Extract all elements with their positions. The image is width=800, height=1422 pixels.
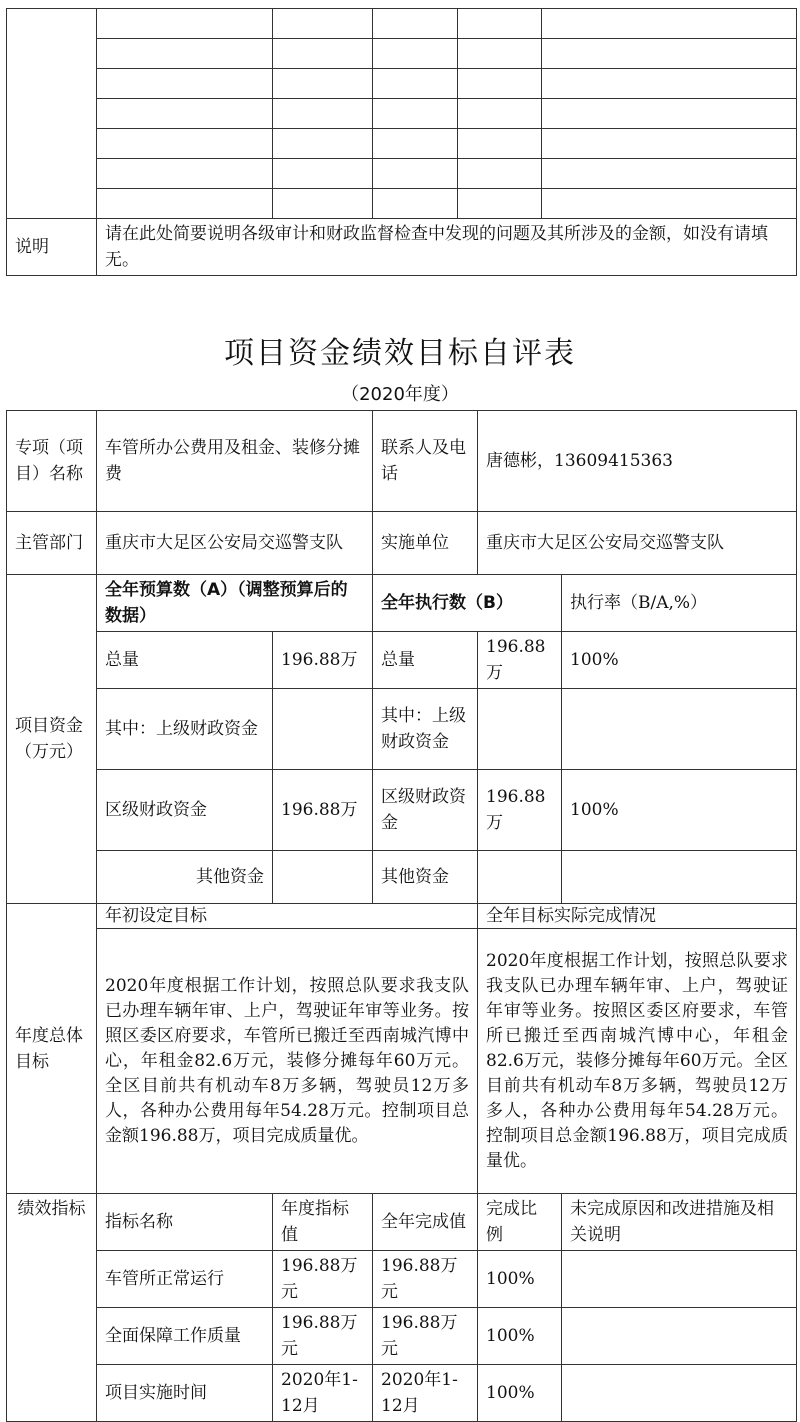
- goals-header-row: [7, 904, 797, 929]
- funds-header-row: [7, 575, 797, 632]
- initial-goal-header: 年初设定目标: [97, 904, 478, 929]
- project-name-label: 专项（项目）名称: [7, 411, 97, 512]
- perf-ratio: 100%: [478, 1365, 562, 1422]
- perf-header-target: 年度指标值: [273, 1194, 373, 1251]
- evaluation-table: [6, 410, 797, 1422]
- table-row: [7, 159, 797, 189]
- perf-actual: 2020年1-12月: [373, 1365, 478, 1422]
- perf-actual: 196.88万元: [373, 1251, 478, 1308]
- perf-ratio: 100%: [478, 1251, 562, 1308]
- initial-goal-text: 2020年度根据工作计划，按照总队要求我支队已办理车辆年审、上户，驾驶证年审等业务。按照区委区府要求，车管所已搬迁至西南城汽博中心，年租金82.6万元，装修分摊每年60万元。全区目前共有机动车8万多辆，驾驶员12万多人，各种办公费用每年54.28万元。控制项目总金额196.88万，项目完成质量优。: [97, 929, 478, 1194]
- fund-rate: 100%: [562, 632, 797, 689]
- project-name-value: 车管所办公费用及租金、装修分摊费: [97, 411, 373, 512]
- table-row: [7, 770, 797, 851]
- audit-note-text: 请在此处简要说明各级审计和财政监督检查中发现的问题及其所涉及的金额，如没有请填无。: [97, 219, 797, 276]
- fund-budget: 196.88万: [273, 770, 373, 851]
- perf-header-actual: 全年完成值: [373, 1194, 478, 1251]
- fund-exec: 196.88万: [478, 632, 562, 689]
- fund-exec: [478, 851, 562, 904]
- fund-rate: [562, 689, 797, 770]
- contact-value: 唐德彬，13609415363: [478, 411, 797, 512]
- audit-table: [6, 8, 797, 276]
- fund-exec: 196.88万: [478, 770, 562, 851]
- rate-header: 执行率（B/A,%）: [562, 575, 797, 632]
- table-row: [7, 99, 797, 129]
- perf-actual: 196.88万元: [373, 1308, 478, 1365]
- table-row: [7, 39, 797, 69]
- table-row: [7, 689, 797, 770]
- actual-goal-text: 2020年度根据工作计划，按照总队要求我支队已办理车辆年审、上户，驾驶证年审等业务。按照区委区府要求，车管所已搬迁至西南城汽博中心，年租金82.6万元，装修分摊每年60万元。全区目前共有机动车8万多辆，驾驶员12万多人，各种办公费用每年54.28万元。控制项目总金额196.88万，项目完成质量优。: [478, 929, 797, 1194]
- performance-header-row: [7, 1194, 797, 1251]
- dept-value: 重庆市大足区公安局交巡警支队: [97, 512, 373, 575]
- perf-header-ratio: 完成比例: [478, 1194, 562, 1251]
- perf-header-note: 未完成原因和改进措施及相关说明: [562, 1194, 797, 1251]
- contact-label: 联系人及电话: [373, 411, 478, 512]
- table-row: [7, 1308, 797, 1365]
- perf-target: 2020年1-12月: [273, 1365, 373, 1422]
- fund-item-name: 其他资金: [373, 851, 478, 904]
- perf-note: [562, 1251, 797, 1308]
- perf-ratio: 100%: [478, 1308, 562, 1365]
- fund-item-name: 总量: [373, 632, 478, 689]
- perf-name: 项目实施时间: [97, 1365, 273, 1422]
- funds-label: 项目资金（万元）: [7, 575, 97, 904]
- fund-item-name: 其中：上级财政资金: [373, 689, 478, 770]
- impl-value: 重庆市大足区公安局交巡警支队: [478, 512, 797, 575]
- fund-budget: [273, 689, 373, 770]
- table-row: [7, 1365, 797, 1422]
- audit-note-row: [7, 219, 797, 276]
- fund-item-name: 其中：上级财政资金: [97, 689, 273, 770]
- goals-content-row: [7, 929, 797, 1194]
- audit-note-label: 说明: [7, 219, 97, 276]
- exec-header: 全年执行数（B）: [373, 575, 562, 632]
- table-row: [7, 129, 797, 159]
- table-row: [7, 851, 797, 904]
- fund-exec: [478, 689, 562, 770]
- performance-label: 绩效指标: [7, 1194, 97, 1422]
- fund-item-name: 区级财政资金: [373, 770, 478, 851]
- perf-target: 196.88万元: [273, 1308, 373, 1365]
- dept-label: 主管部门: [7, 512, 97, 575]
- budget-header: 全年预算数（A）（调整预算后的数据）: [97, 575, 373, 632]
- fund-rate: 100%: [562, 770, 797, 851]
- table-row: [7, 189, 797, 219]
- fund-rate: [562, 851, 797, 904]
- perf-note: [562, 1365, 797, 1422]
- fund-item-name: 其他资金: [97, 851, 273, 904]
- fund-budget: 196.88万: [273, 632, 373, 689]
- perf-target: 196.88万元: [273, 1251, 373, 1308]
- perf-name: 全面保障工作质量: [97, 1308, 273, 1365]
- page-title: 项目资金绩效目标自评表: [224, 336, 576, 371]
- table-row: [7, 69, 797, 99]
- project-name-row: [7, 411, 797, 512]
- table-row: [7, 1251, 797, 1308]
- goals-label: 年度总体目标: [7, 904, 97, 1194]
- perf-name: 车管所正常运行: [97, 1251, 273, 1308]
- fund-budget: [273, 851, 373, 904]
- department-row: [7, 512, 797, 575]
- perf-header-name: 指标名称: [97, 1194, 273, 1251]
- page-subtitle: （2020年度）: [341, 384, 459, 405]
- table-row: [7, 632, 797, 689]
- table-row: [7, 9, 797, 39]
- fund-item-name: 区级财政资金: [97, 770, 273, 851]
- actual-goal-header: 全年目标实际完成情况: [478, 904, 797, 929]
- perf-note: [562, 1308, 797, 1365]
- impl-label: 实施单位: [373, 512, 478, 575]
- fund-item-name: 总量: [97, 632, 273, 689]
